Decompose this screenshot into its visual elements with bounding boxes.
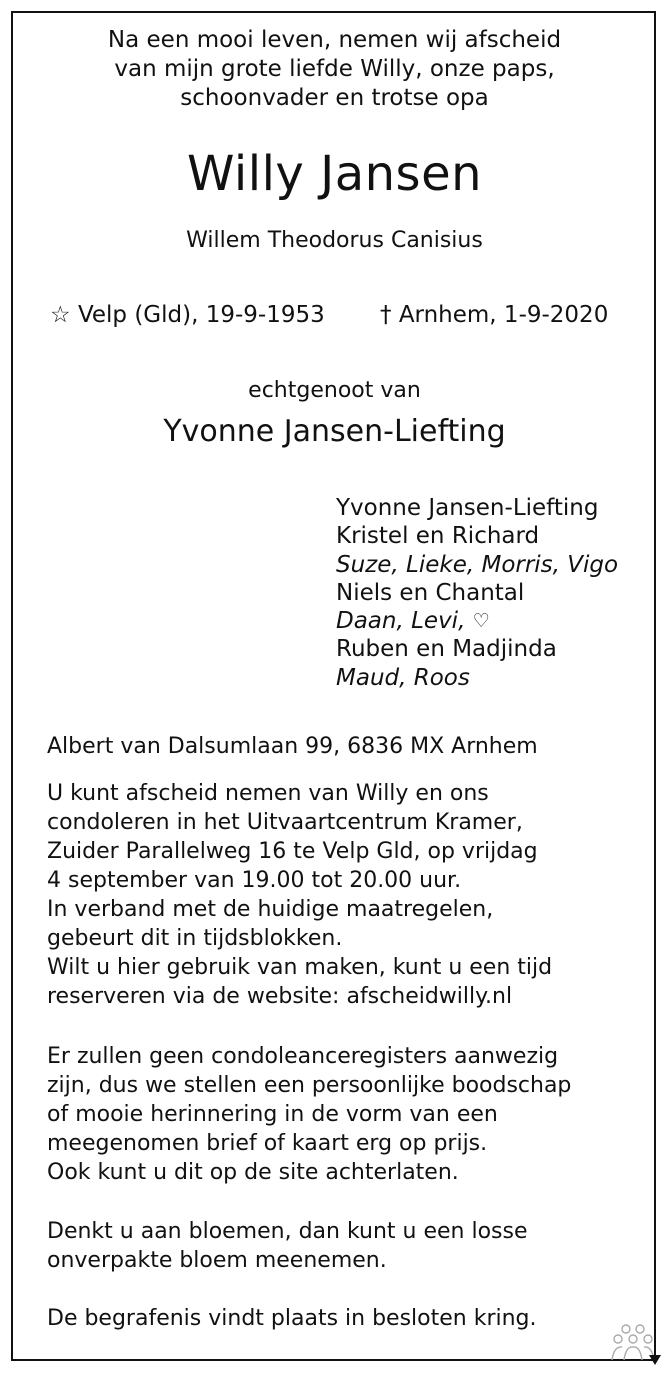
- flowers-paragraph: [47, 1217, 528, 1275]
- intro-line: van mijn grote liefde Willy, onze paps,: [114, 56, 555, 82]
- grandchildren: Suze, Lieke, Morris, Vigo: [336, 551, 619, 578]
- family-member: Ruben en Madjinda: [336, 636, 557, 663]
- spouse-name: Yvonne Jansen-Liefting: [163, 414, 506, 449]
- paragraph-line: zijn, dus we stellen een persoonlijke boodschap: [47, 1073, 572, 1098]
- cross-icon: †: [380, 302, 392, 328]
- paragraph-line: gebeurt dit in tijdsblokken.: [47, 926, 343, 951]
- paragraph-line: 4 september van 19.00 tot 20.00 uur.: [47, 868, 462, 893]
- birth-text: Velp (Gld), 19-9-1953: [77, 302, 325, 328]
- paragraph-line: U kunt afscheid nemen van Willy en ons: [47, 781, 489, 806]
- paragraph-line: condoleren in het Uitvaartcentrum Kramer,: [47, 810, 523, 835]
- heart-icon: ♡: [472, 610, 490, 633]
- condolence-paragraph: [47, 779, 552, 1011]
- family-member: Kristel en Richard: [336, 523, 540, 550]
- death-text: Arnhem, 1-9-2020: [398, 302, 609, 328]
- grandchildren: Maud, Roos: [336, 664, 470, 691]
- star-icon: ☆: [50, 302, 71, 328]
- birth-info: [50, 302, 325, 328]
- grandchildren: [336, 607, 618, 635]
- paragraph-line: De begrafenis vindt plaats in besloten kring.: [47, 1306, 537, 1331]
- paragraph-line: meegenomen brief of kaart erg op prijs.: [47, 1131, 488, 1156]
- deceased-full-name: Willem Theodorus Canisius: [186, 228, 483, 253]
- family-member: Yvonne Jansen-Liefting: [336, 495, 599, 521]
- grandchildren-names: Daan, Levi,: [336, 608, 473, 635]
- paragraph-line: In verband met de huidige maatregelen,: [47, 897, 494, 922]
- paragraph-line: Ook kunt u dit op de site achterlaten.: [47, 1160, 459, 1185]
- paragraph-line: Denkt u aan bloemen, dan kunt u een losse: [47, 1219, 528, 1244]
- paragraph-line: onverpakte bloem meenemen.: [47, 1248, 387, 1273]
- deceased-name: Willy Jansen: [186, 146, 483, 202]
- paragraph-line: Zuider Parallelweg 16 te Velp Gld, op vrijdag: [47, 839, 538, 864]
- family-member: Niels en Chantal: [336, 579, 525, 606]
- intro-line: Na een mooi leven, nemen wij afscheid: [107, 27, 562, 53]
- paragraph-line: reserveren via de website: afscheidwilly.nl: [47, 984, 513, 1009]
- death-info: [380, 302, 608, 328]
- paragraph-line: Er zullen geen condoleanceregisters aanwezig: [47, 1044, 559, 1069]
- funeral-paragraph: [47, 1304, 537, 1333]
- intro-line: schoonvader en trotse opa: [180, 85, 489, 111]
- family-list: [336, 494, 618, 692]
- address: Albert van Dalsumlaan 99, 6836 MX Arnhem: [47, 734, 538, 759]
- paragraph-line: of mooie herinnering in de vorm van een: [47, 1102, 498, 1127]
- paragraph-line: Wilt u hier gebruik van maken, kunt u een tijd: [47, 955, 553, 980]
- spouse-label: echtgenoot van: [248, 378, 421, 403]
- register-paragraph: [47, 1042, 571, 1187]
- triangle-down-icon: [649, 1355, 661, 1365]
- intro-text: [0, 26, 669, 113]
